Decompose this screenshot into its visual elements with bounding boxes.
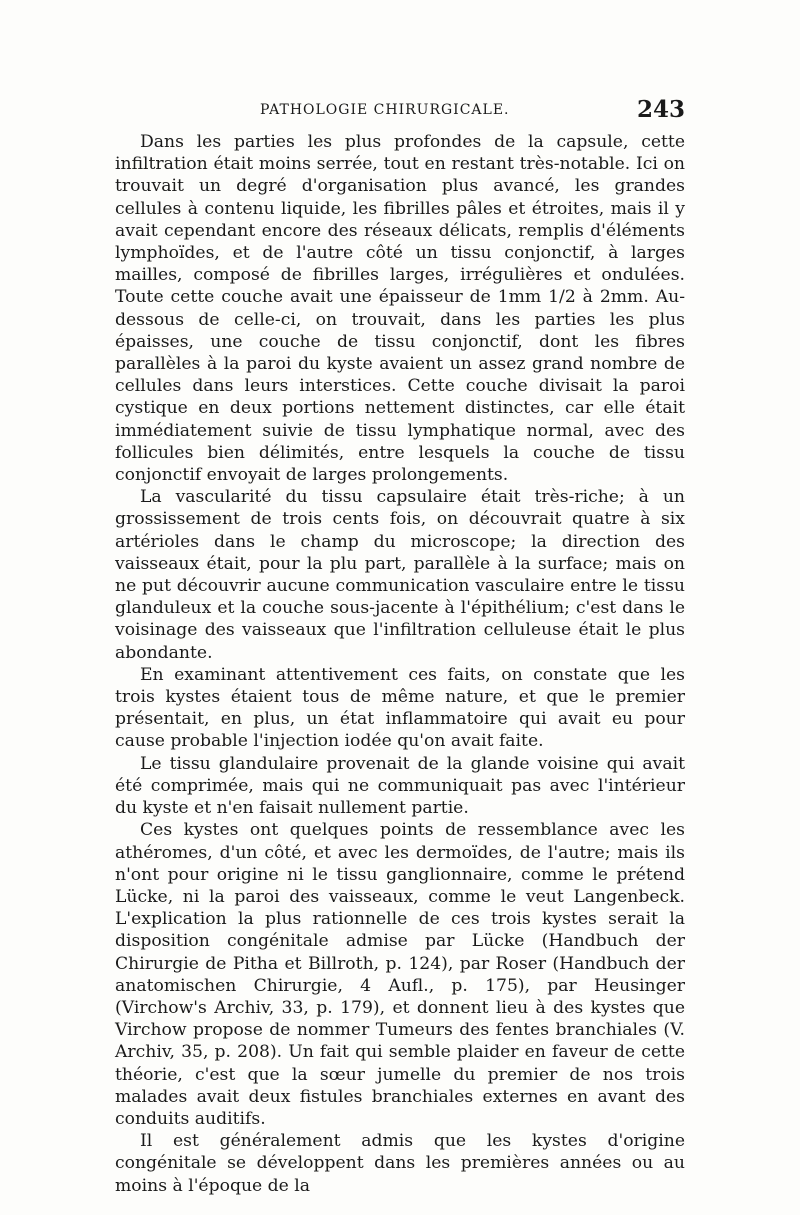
paragraph: Dans les parties les plus profondes de la capsule, cette infiltration était moins serrée, tout en restant très-notable. Ici on trouvait un degré d'organisation plus avancé, les grandes cellules à contenu liquide, les fibrilles pâles et étroites, mais il y avait cependant encore des réseaux délicats, remplis d'éléments lymphoïdes, et de l'autre côté un tissu conjonctif, à larges mailles, composé de fibrilles larges, irrégulières et ondulées. Toute cette couche avait une épaisseur de 1mm 1/2 à 2mm. Au-dessous de celle-ci, on trouvait, dans les parties les plus épaisses, une couche de tissu conjonctif, dont les fibres parallèles à la paroi du kyste avaient un assez grand nombre de cellules dans leurs interstices. Cette couche divisait la paroi cystique en deux portions nettement distinctes, car elle était immédiatement suivie de tissu lymphatique normal, avec des follicules bien délimités, entre lesquels la couche de tissu conjonctif envoyait de larges prolongements. bbox=[115, 132, 685, 486]
running-title: PATHOLOGIE CHIRURGICALE. bbox=[260, 102, 510, 118]
body-text bbox=[115, 131, 685, 1197]
paragraph: En examinant attentivement ces faits, on constate que les trois kystes étaient tous de même nature, et que le premier présentait, en plus, un état inflammatoire qui avait eu pour cause probable l'injection iodée qu'on avait faite. bbox=[115, 664, 685, 752]
page-number: 243 bbox=[636, 96, 685, 123]
paragraph: La vascularité du tissu capsulaire était très-riche; à un grossissement de trois cents fois, on découvrait quatre à six artérioles dans le champ du microscope; la direction des vaisseaux était, pour la plu part, parallèle à la surface; mais on ne put découvrir aucune communication vasculaire entre le tissu glanduleux et la couche sous-jacente à l'épithélium; c'est dans le voisinage des vaisseaux que l'infiltration celluleuse était le plus abondante. bbox=[115, 487, 685, 663]
page-header bbox=[115, 96, 685, 126]
paragraph: Le tissu glandulaire provenait de la glande voisine qui avait été comprimée, mais qui ne communiquait pas avec l'intérieur du kyste et n'en faisait nullement partie. bbox=[115, 753, 685, 819]
paragraph: Il est généralement admis que les kystes d'origine congénitale se développent dans les premières années ou au moins à l'époque de la bbox=[115, 1131, 685, 1196]
paragraph: Ces kystes ont quelques points de ressemblance avec les athéromes, d'un côté, et avec les dermoïdes, de l'autre; mais ils n'ont pour origine ni le tissu ganglionnaire, comme le prétend Lücke, ni la paroi des vaisseaux, comme le veut Langenbeck. L'explication la plus rationnelle de ces trois kystes serait la disposition congénitale admise par Lücke (Handbuch der Chirurgie de Pitha et Billroth, p. 124), par Roser (Handbuch der anatomischen Chirurgie, 4 Aufl., p. 175), par Heusinger (Virchow's Archiv, 33, p. 179), et donnent lieu à des kystes que Virchow propose de nommer Tumeurs des fentes branchiales (V. Archiv, 35, p. 208). Un fait qui semble plaider en faveur de cette théorie, c'est que la sœur jumelle du premier de nos trois malades avait deux fistules branchiales externes en avant des conduits auditifs. bbox=[115, 820, 685, 1129]
